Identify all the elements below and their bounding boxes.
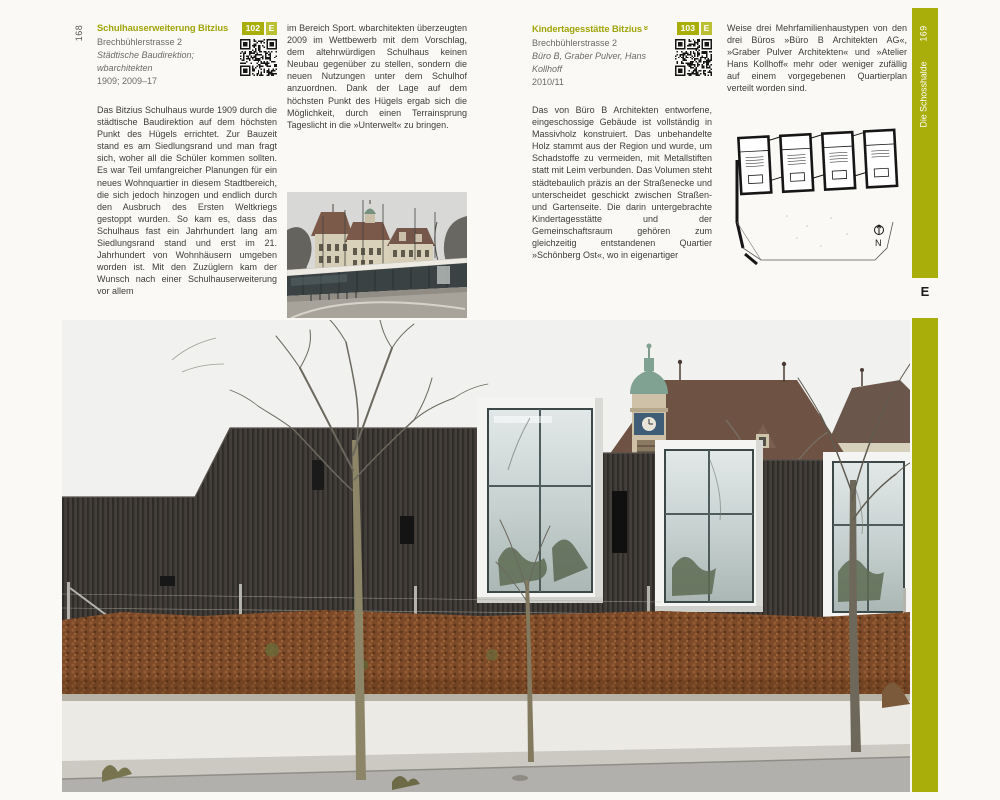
entry-102-architects: Städtische Baudirektion; wbarchitekten xyxy=(97,50,195,73)
page-number-left: 168 xyxy=(74,24,84,42)
qr-code-icon xyxy=(240,39,277,76)
north-label: N xyxy=(875,238,882,248)
entry-102-body-col2: im Bereich Sport. wbarchitekten überzeugten 2009 im Wettbewerb mit dem Vorschlag, dem altehrwürdigen Schulhaus keinen Neubau gegenüber zu stellen, sondern die neuen Nutzungen unter dem Schulhof anzuordnen. Dank der Lage auf dem höchsten Punkt des Hügels ergab sich die Möglichkeit, durch einen Terrainsprung Tageslicht in die »Unterwelt« zu bringen. xyxy=(287,23,467,130)
entry-103-number: 103 xyxy=(677,22,699,35)
entry-102-zone: E xyxy=(266,22,277,35)
photo-bitzius-schoolhouse xyxy=(287,192,467,318)
window-box-3 xyxy=(823,452,910,622)
north-arrow-icon xyxy=(875,225,884,235)
site-plan-figure xyxy=(727,126,907,274)
entry-103-body-col2: Weise drei Mehrfamilienhaustypen von den drei Büros »Büro B Architekten AG«, »Graber Pulver Architekten« und »Atelier Hans Kollhoff« mehr oder weniger zufällig auf einem vorgegebenen Quartierplan verteilt worden sind. xyxy=(727,23,907,94)
entry-102-header xyxy=(97,22,277,90)
photo-kindergarten-facade xyxy=(62,320,910,792)
section-letter: E xyxy=(920,284,930,299)
plan-house-blocks xyxy=(738,130,897,194)
beech-hedge xyxy=(62,610,910,702)
entry-103-column-1 xyxy=(532,22,712,261)
window-box-1 xyxy=(477,398,603,603)
entry-102-badge xyxy=(242,22,277,35)
page-number-right: 169 xyxy=(918,25,929,42)
street-foreground xyxy=(62,682,910,792)
entry-103-address: Brechbühlerstrasse 2 xyxy=(532,38,618,48)
window-box-2 xyxy=(655,440,763,612)
entry-102-column-1 xyxy=(97,22,277,298)
entry-103-title: Kindertagesstätte Bitzius» xyxy=(532,23,652,34)
chevron-down-marker-icon: » xyxy=(641,25,652,31)
qr-code-icon xyxy=(675,39,712,76)
entry-102-number: 102 xyxy=(242,22,264,35)
entry-103-column-2 xyxy=(727,22,907,95)
entry-103-header xyxy=(532,22,712,90)
entry-103-years: 2010/11 xyxy=(532,77,564,87)
entry-102-years: 1909; 2009–17 xyxy=(97,76,158,86)
chapter-label: Die Schosshalde xyxy=(918,61,929,128)
entry-103-badge xyxy=(677,22,712,35)
entry-102-title: Schulhauserweiterung Bitzius xyxy=(97,22,229,33)
entry-102-body-col1: Das Bitzius Schulhaus wurde 1909 durch die städtische Baudirektion auf dem höchsten Punkt des Hügels errichtet. Zur Bauzeit stand es am Siedlungsrand und man fragt sich, woher all die Schüler kommen sollten. Es war Teil umfangreicher Planungen für ein neues Wohnquartier in diesem Stadtbereich, die sich jedoch hinzogen und endlich durch den Ausbruch des Ersten Weltkriegs gestoppt wurden. So kam es, dass das Schulhaus fast ein Jahrhundert lang am Siedlungsrand stand und erst im 21. Jahrhundert von Wohnhäusern umgeben worden ist. Mit den Zuzüglern kam der Wunsch nach einer Schulhauserweiterung vor allem xyxy=(97,105,277,297)
entry-102-column-2 xyxy=(287,22,467,131)
entry-103-body-col1: Das von Büro B Architekten entworfene, eingeschossige Gebäude ist vollständig in Massivholz konstruiert. Das unbehandelte Holz stammt aus der Region und wurde, um Schadstoffe zu vermeiden, mit Metallstiften statt mit Leim verbunden. Das Volumen steht städtebaulich präzis an der Straßenecke und unterscheidet geschickt zwischen Straßen- und Gartenseite. Die darin untergebrachte Kindertagesstätte und der Gemeinschaftsraum gehören zum gleichzeitig entstandenen Quartier »Schönberg Ost«, wo in eigenartiger xyxy=(532,105,712,261)
entry-102-address: Brechbühlerstrasse 2 xyxy=(97,37,183,47)
chapter-sidebar-top xyxy=(912,8,938,278)
entry-103-zone: E xyxy=(701,22,712,35)
entry-103-architects: Büro B, Graber Pulver, Hans Kollhoff xyxy=(532,51,647,74)
chapter-sidebar-bottom xyxy=(912,318,938,792)
